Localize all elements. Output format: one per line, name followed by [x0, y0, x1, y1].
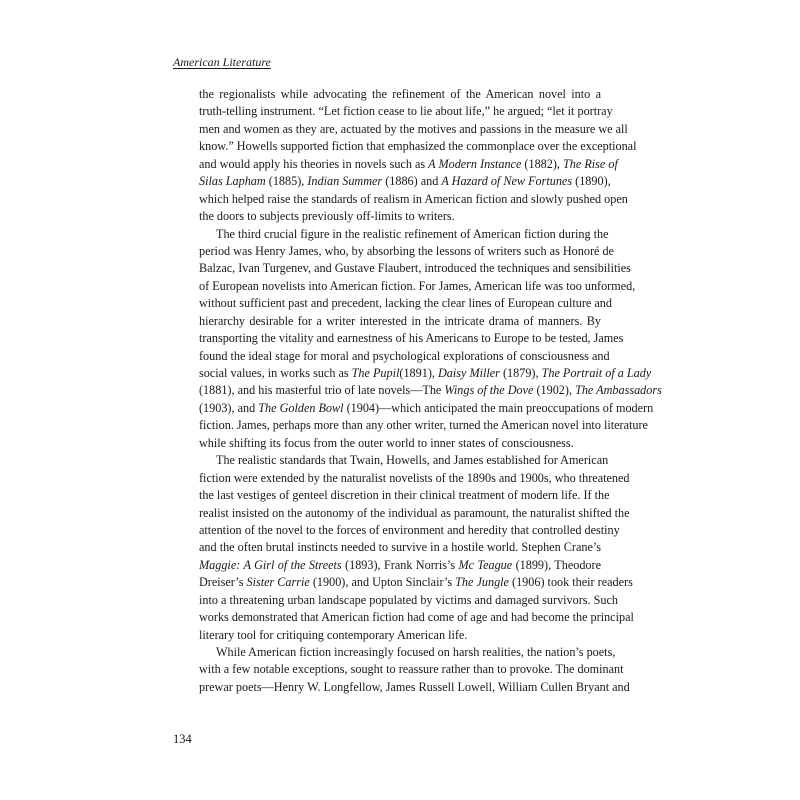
running-head-title: American Literature [173, 55, 271, 69]
text-line: while shifting its focus from the outer world to inner states of consciousness. [199, 435, 574, 450]
text-line: into a threatening urban landscape populated by victims and damaged survivors. Such [199, 592, 619, 607]
text-line: attention of the novel to the forces of environment and heredity that controlled destiny [199, 522, 620, 537]
text-line: social values, in works such as The Pupil(1891), Daisy Miller (1879), The Portrait of a Lady [199, 366, 652, 380]
text-line: truth-telling instrument. “Let fiction cease to lie about life,” he argued; “let it portray [199, 104, 613, 119]
text-line: fiction. James, perhaps more than any other writer, turned the American novel into literature [199, 418, 648, 433]
text-line: period was Henry James, who, by absorbing the lessons of writers such as Honoré de [199, 243, 614, 258]
text-line: without sufficient past and precedent, lacking the clear lines of European culture and [199, 296, 612, 311]
text-line: and would apply his theories in novels such as A Modern Instance (1882), The Rise of [199, 156, 618, 171]
text-line: Silas Lapham (1885), Indian Summer (1886) and A Hazard of New Fortunes (1890), [199, 174, 611, 189]
text-line: which helped raise the standards of realism in American fiction and slowly pushed open [199, 191, 628, 206]
text-line: Balzac, Ivan Turgenev, and Gustave Flaubert, introduced the techniques and sensibilities [199, 261, 631, 276]
text-line: the doors to subjects previously off-limits to writers. [199, 209, 455, 224]
text-line: the regionalists while advocating the refinement of the American novel into a [199, 87, 601, 101]
text-line: literary tool for critiquing contemporary American life. [199, 627, 468, 642]
text-line: The third crucial figure in the realistic refinement of American fiction during the [216, 226, 609, 241]
body-text [199, 86, 662, 696]
page-number: 134 [173, 732, 192, 746]
text-line: (1881), and his masterful trio of late novels—The Wings of the Dove (1902), The Ambassadors [199, 383, 662, 398]
text-line: works demonstrated that American fiction had come of age and had become the principal [199, 610, 634, 625]
text-line: know.” Howells supported fiction that emphasized the commonplace over the exceptional [199, 139, 637, 154]
text-line: Maggie: A Girl of the Streets (1893), Frank Norris’s Mc Teague (1899), Theodore [199, 557, 601, 572]
text-line: prewar poets—Henry W. Longfellow, James Russell Lowell, William Cullen Bryant and [199, 679, 630, 694]
text-line: While American fiction increasingly focused on harsh realities, the nation’s poets, [216, 645, 616, 659]
text-line: with a few notable exceptions, sought to reassure rather than to provoke. The dominant [199, 662, 624, 677]
text-line: men and women as they are, actuated by the motives and passions in the measure we all [199, 121, 628, 136]
text-line: found the ideal stage for moral and psychological explorations of consciousness and [199, 348, 610, 363]
text-line: hierarchy desirable for a writer interested in the intricate drama of manners. By [199, 313, 601, 328]
text-line: fiction were extended by the naturalist novelists of the 1890s and 1900s, who threatened [199, 470, 630, 485]
text-line: (1903), and The Golden Bowl (1904)—which anticipated the main preoccupations of modern [199, 400, 654, 415]
text-line: realist insisted on the autonomy of the individual as paramount, the naturalist shifted the [199, 505, 630, 520]
text-line: the last vestiges of genteel discretion in their clinical treatment of modern life. If the [199, 488, 610, 503]
text-line: of European novelists into American fiction. For James, American life was too unformed, [199, 278, 636, 293]
text-line: The realistic standards that Twain, Howells, and James established for American [216, 453, 609, 468]
text-line: Dreiser’s Sister Carrie (1900), and Upton Sinclair’s The Jungle (1906) took their readers [199, 575, 633, 590]
text-line: transporting the vitality and earnestness of his Americans to Europe to be tested, James [199, 331, 624, 346]
text-line: and the often brutal instincts needed to survive in a hostile world. Stephen Crane’s [199, 540, 601, 555]
